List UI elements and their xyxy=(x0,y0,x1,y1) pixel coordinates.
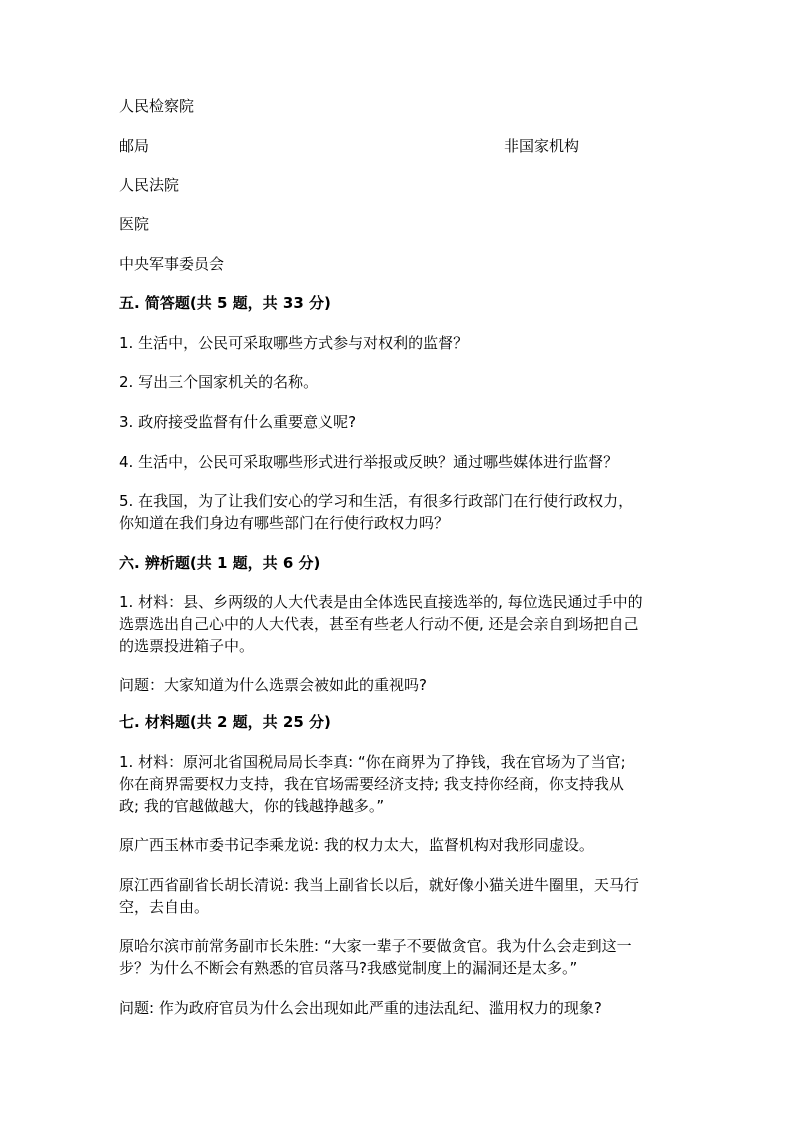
section7-heading: 七. 材料题(共 2 题，共 25 分) xyxy=(119,713,331,731)
section5-question-5-line1: 5. 在我国，为了让我们安心的学习和生活，有很多行政部门在行使行政权力， xyxy=(119,492,634,510)
section6-question: 问题：大家知道为什么选票会被如此的重视吗? xyxy=(119,676,427,694)
section6-heading: 六. 辨析题(共 1 题，共 6 分) xyxy=(119,554,321,572)
match-item-hospital: 医院 xyxy=(119,215,150,233)
match-item-post-office: 邮局 xyxy=(119,137,150,155)
section6-material-line2: 选票选出自己心中的人大代表，甚至有些老人行动不便, 还是会亲自到场把自己 xyxy=(119,615,639,633)
section7-material-line8: 步？为什么不断会有熟悉的官员落马?我感觉制度上的漏洞还是太多。” xyxy=(119,959,578,977)
match-item-court: 人民法院 xyxy=(119,176,180,194)
section7-question: 问题: 作为政府官员为什么会出现如此严重的违法乱纪、滥用权力的现象? xyxy=(119,999,602,1017)
section6-material-line3: 的选票投进箱子中。 xyxy=(119,637,255,655)
section5-heading: 五. 简答题(共 5 题，共 33 分) xyxy=(119,294,331,312)
section5-question-4: 4. 生活中，公民可采取哪些形式进行举报或反映？通过哪些媒体进行监督？ xyxy=(119,453,619,471)
section7-material-line2: 你在商界需要权力支持，我在官场需要经济支持; 我支持你经商，你支持我从 xyxy=(119,775,624,793)
section5-question-5-line2: 你知道在我们身边有哪些部门在行使行政权力吗？ xyxy=(119,514,450,532)
section7-material-line1: 1. 材料：原河北省国税局局长李真: “你在商界为了挣钱，我在官场为了当官; xyxy=(119,753,626,771)
section5-question-2: 2. 写出三个国家机关的名称。 xyxy=(119,373,319,391)
section7-material-line3: 政; 我的官越做越大，你的钱越挣越多。” xyxy=(119,797,385,815)
section5-question-3: 3. 政府接受监督有什么重要意义呢? xyxy=(119,413,357,431)
section7-material-line4: 原广西玉林市委书记李乘龙说: 我的权力太大，监督机构对我形同虚设。 xyxy=(119,836,594,854)
section6-material-line1: 1. 材料：县、乡两级的人大代表是由全体选民直接选举的, 每位选民通过手中的 xyxy=(119,593,643,611)
match-item-non-state-organ: 非国家机构 xyxy=(504,137,580,155)
match-item-procuratorate: 人民检察院 xyxy=(119,97,195,115)
match-item-military-commission: 中央军事委员会 xyxy=(119,255,225,273)
section7-material-line7: 原哈尔滨市前常务副市长朱胜: “大家一辈子不要做贪官。我为什么会走到这一 xyxy=(119,937,632,955)
section7-material-line6: 空，去自由。 xyxy=(119,898,210,916)
section5-question-1: 1. 生活中，公民可采取哪些方式参与对权利的监督？ xyxy=(119,334,469,352)
section7-material-line5: 原江西省副省长胡长清说: 我当上副省长以后，就好像小猫关进牛圈里，天马行 xyxy=(119,876,639,894)
